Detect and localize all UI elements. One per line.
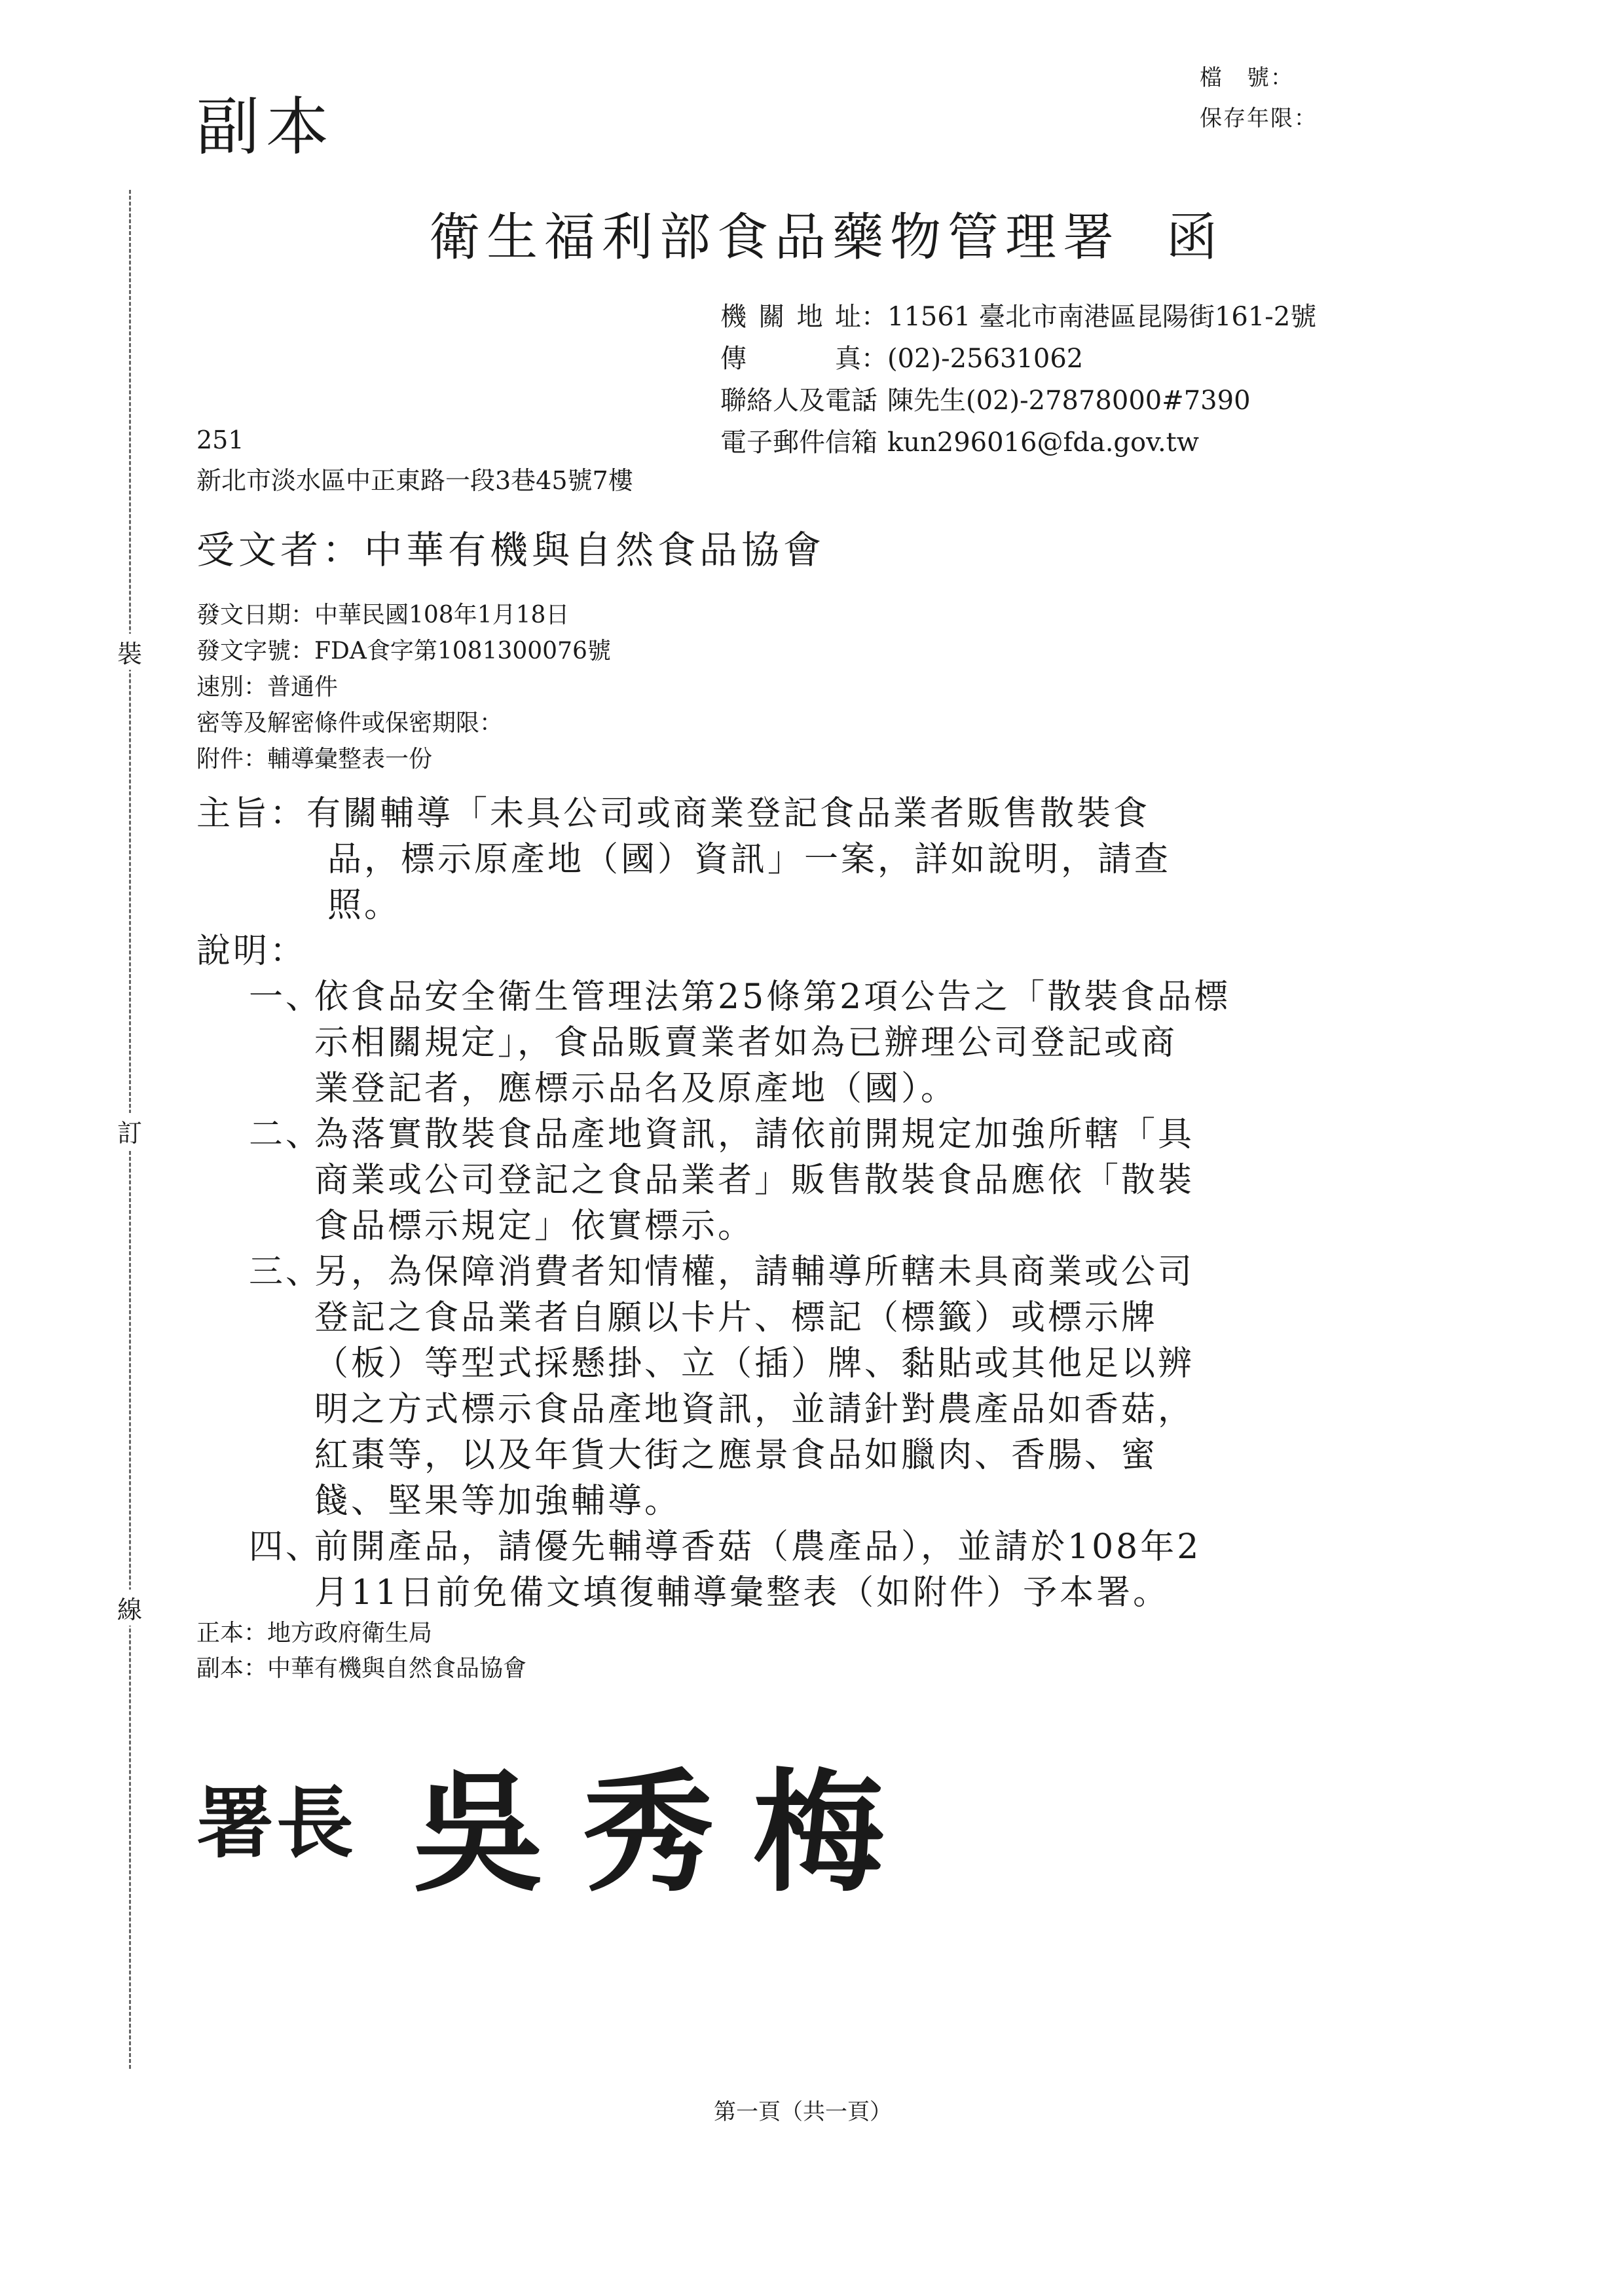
page-number: 第一頁（共一頁） — [714, 2099, 892, 2125]
item-number: 一、 — [249, 977, 323, 1017]
archive-number-label: 檔 號： — [1200, 65, 1294, 91]
explanation-item: 二、 為落實散裝食品產地資訊，請依前開規定加強所轄「具 商業或公司登記之食品業者」販售散裝食品應依「散裝 食品標示規定」依實標示。 — [196, 1112, 1230, 1249]
contact-block — [720, 296, 1316, 464]
recipient-address: 新北市淡水區中正東路一段3巷45號7樓 — [196, 466, 633, 495]
archive-info — [1200, 58, 1318, 139]
distribution-list — [196, 1616, 526, 1686]
subject-line: 品，標示原產地（國）資訊」一案，詳如說明，請查 — [327, 840, 1172, 879]
signature-name: 吳秀梅 — [413, 1756, 924, 1910]
retention-period-label: 保存年限： — [1200, 105, 1318, 132]
explanation-item: 一、 依食品安全衛生管理法第25條第2項公告之「散裝食品標 示相關規定」，食品販賣業者如為已辦理公司登記或商 業登記者，應標示品名及原產地（國）。 — [196, 974, 1230, 1112]
document-meta — [196, 597, 611, 777]
binding-mark-xian: 線 — [115, 1590, 144, 1626]
attachment: 附件：輔導彙整表一份 — [196, 746, 433, 773]
explanation-item: 四、 前開產品，請優先輔導香菇（農產品），並請於108年2 月11日前免備文填復輔導彙整表（如附件）予本署。 — [196, 1524, 1230, 1616]
speed-class: 速別：普通件 — [196, 674, 339, 701]
subject-label: 主旨： — [196, 794, 307, 833]
binding-mark-zhuang: 裝 — [115, 634, 144, 670]
subject-line: 有關輔導「未具公司或商業登記食品業者販售散裝食 — [306, 794, 1151, 833]
agency-title — [429, 196, 1224, 270]
original-recipient: 正本：地方政府衛生局 — [196, 1620, 433, 1647]
explanation-label: 說明： — [196, 932, 307, 971]
agency-name: 衛生福利部食品藥物管理署 — [429, 208, 1121, 267]
contact-fax: 傳真：(02)-25631062 — [720, 344, 1084, 374]
recipient-zip: 251 — [196, 426, 244, 454]
subject — [196, 791, 1230, 928]
contact-person-phone: 聯絡人及電話：陳先生(02)-27878000#7390 — [720, 386, 1251, 416]
contact-email: 電子郵件信箱：kun296016@fda.gov.tw — [720, 428, 1199, 458]
issue-date: 發文日期：中華民國108年1月18日 — [196, 602, 570, 629]
document-body — [196, 791, 1230, 1616]
secrecy-level: 密等及解密條件或保密期限： — [196, 710, 504, 737]
document-number: 發文字號：FDA食字第1081300076號 — [196, 638, 611, 665]
copy-recipient: 副本：中華有機與自然食品協會 — [196, 1655, 527, 1682]
explanation-item: 三、 另，為保障消費者知情權，請輔導所轄未具商業或公司 登記之食品業者自願以卡片、標記（標籤）或標示牌 （板）等型式採懸掛、立（插）牌、黏貼或其他足以辨 明之方式標示食品產地資訊，並請針對農產品如香菇， 紅棗等，以及年貨大街之應景食品如臘肉、香腸、蜜 餞、堅果等加強輔導。 — [196, 1249, 1230, 1524]
document-type: 函 — [1166, 208, 1225, 267]
copy-stamp: 副本 — [196, 90, 335, 164]
item-number: 四、 — [249, 1527, 323, 1567]
subject-line: 照。 — [327, 886, 401, 925]
item-number: 二、 — [249, 1115, 323, 1154]
recipient: 受文者：中華有機與自然食品協會 — [196, 528, 826, 572]
item-number: 三、 — [249, 1252, 323, 1292]
binding-mark-ding: 訂 — [115, 1113, 144, 1149]
signature-title: 署長 — [196, 1777, 357, 1868]
contact-address: 機關地址：11561 臺北市南港區昆陽街161-2號 — [720, 302, 1317, 332]
